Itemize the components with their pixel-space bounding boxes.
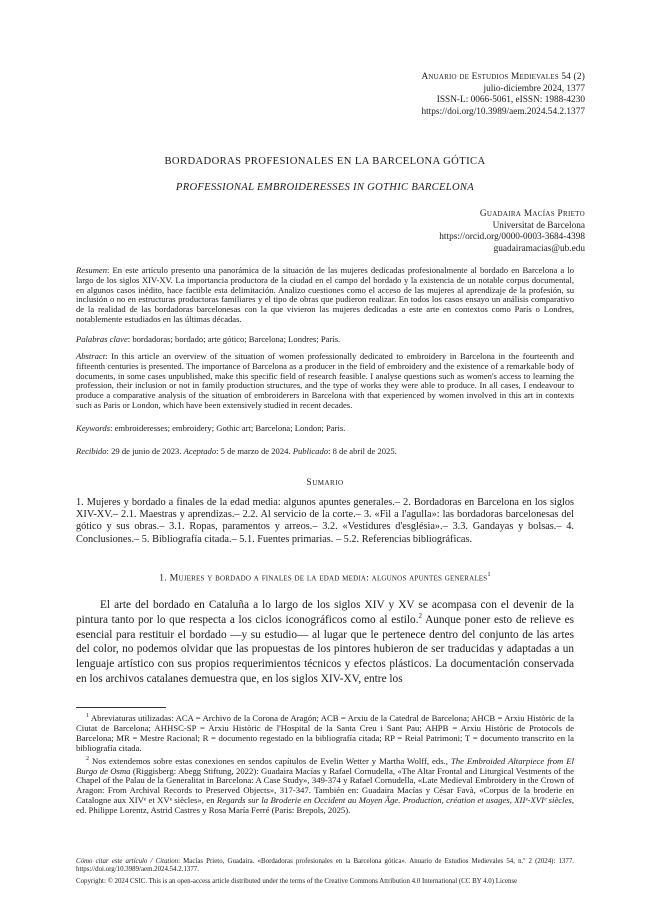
section-1-title: 1. Mujeres y bordado a finales de la edad media: algunos apuntes generales xyxy=(159,572,488,584)
footnote-1-text: Abreviaturas utilizadas: ACA = Archivo de la Corona de Aragón; ACB = Arxiu de la Catedral de Barcelona; AHCB = Arxiu Històric de la Ciutat de Barcelona; AHHSC-SP = Arxiu Històric de l'Hospital de la Santa Creu i Sant Pau; AHPB = Arxiu Històric de Protocols de Barcelona; MR = Mestre Racional; R = documento regestado en la bibliografía citada; RP = Reial Patrimoni; T = documento transcrito en la bibliografía citada. xyxy=(76,713,574,753)
abstract-paragraph xyxy=(76,352,574,411)
body-paragraph xyxy=(76,598,574,687)
footnote-ref-1[interactable]: 1 xyxy=(487,571,491,578)
body-text-b: Aunque poner esto de relieve es esencial para restituir el bordado —y su estudio— al lugar que le pertenece dentro del conjunto de las artes del color, no podemos olvidar que las propuestas de los pintores hubieron de ser traducidas y adaptadas a un lenguaje artístico con sus propios requerimientos técnicos y efectos plásticos. La documentación conservada en los archivos catalanes demuestra que, en los siglos XIV-XV, entre los xyxy=(76,613,574,685)
footnote-2-text-a: Nos extendemos sobre estas conexiones en sendos capítulos de Evelin Wetter y Martha Wolff, eds., xyxy=(89,755,451,766)
footnote-ref-2[interactable]: 2 xyxy=(418,612,423,621)
abstract-text: : In this article an overview of the situation of women professionally dedicated to embroidery in Barcelona in the fourteenth and fifteenth centuries is presented. The importance of Barcelona as a producer in the field of embroidery and the existence of a remarkable body of documents, in some cases unpublished, make this specific field of research feasible. I analyse questions such as women's access to learning the profession, their inclusion or not in family production structures, and the type of works they were able to produce. In all cases, I endeavour to produce a comparative analysis of the situation of embroiderers in Barcelona with that experienced by women involved in this art in contexts such as Paris or London, which have been extensively studied in recent decades. xyxy=(76,351,574,410)
citation-label: Cómo citar este artículo / Citation xyxy=(76,858,179,865)
author-orcid-link[interactable]: https://orcid.org/0000-0003-3684-4398 xyxy=(439,232,585,242)
author-email-link[interactable]: guadairamacias@ub.edu xyxy=(493,243,585,254)
author-affiliation: Universitat de Barcelona xyxy=(492,220,585,231)
resumen-label: Resumen xyxy=(76,265,108,275)
palabras-clave-text: : bordadoras; bordado; arte gótico; Barcelona; Londres; París. xyxy=(127,334,341,344)
footnote-2-number: 2 xyxy=(86,755,89,762)
footnote-1-number: 1 xyxy=(86,713,89,720)
footnote-2 xyxy=(76,757,574,816)
journal-issn: ISSN-L: 0066-5061, eISSN: 1988-4230 xyxy=(436,95,585,105)
keywords-paragraph xyxy=(76,424,574,434)
article-subtitle: PROFESSIONAL EMBROIDERESSES IN GOTHIC BARCELONA xyxy=(175,182,475,193)
abstract-label: Abstract xyxy=(76,351,106,361)
footnote-rule xyxy=(76,707,166,708)
citation-text: : Macías Prieto, Guadaira. «Bordadoras profesionales en la Barcelona gótica». Anuario de Estudios Medievales 54, n.º 2 (2024): 1377. https://doi.org/10.3989/aem.2024.54.2.1377. xyxy=(76,858,574,874)
recibido-date: : 29 de junio de 2023. xyxy=(106,446,184,456)
resumen-paragraph xyxy=(76,266,574,325)
journal-header xyxy=(285,72,585,118)
aceptado-label: Aceptado xyxy=(183,446,217,456)
footnote-2-text-c: , ed. Philippe Lorentz, Astrid Castres y Rosa María Ferré (Paris: Brepols, 2025). xyxy=(76,795,574,816)
journal-doi-link[interactable]: https://doi.org/10.3989/aem.2024.54.2.1377 xyxy=(421,106,585,117)
aceptado-date: : 5 de marzo de 2024. xyxy=(216,446,293,456)
sumario-heading: Sumario xyxy=(306,478,344,488)
palabras-clave-label: Palabras clave xyxy=(76,334,128,344)
citation-line xyxy=(76,858,574,875)
footnote-1 xyxy=(76,714,574,754)
resumen-text: : En este artículo presento una panorámica de la situación de las mujeres dedicadas profesionalmente al bordado en Barcelona a lo largo de los siglos XIV-XV. La importancia productora de la ciudad en el campo del bordado y la existencia de un notable corpus documental, en algunos casos inédito, hace factible esta delimitación. Analizo cuestiones como el acceso de las mujeres al aprendizaje de la profesión, su inclusión o no en estructuras productoras familiares y el tipo de obras que pudieron realizar. En todos los casos ensayo un análisis comparativo de la realidad de las bordadoras barcelonesas con la que vivieron las mujeres dedicadas a este arte en contextos como París o Londres, notablemente estudiados en las últimas décadas. xyxy=(76,265,574,324)
copyright-line: Copyright: © 2024 CSIC. This is an open-access article distributed under the terms of the Creative Commons Attribution 4.0 International (CC BY 4.0) License xyxy=(76,878,518,885)
journal-name: Anuario de Estudios Medievales 54 (2) xyxy=(421,72,585,82)
footnote-2-text-b: (Riggisberg: Abegg Stiftung, 2022): Guadaira Macías y Rafael Cornudella, «The Altar Frontal and Liturgical Vestments of the Chapel of the Palau de la Generalitat in Barcelona: A Case Study», 349-374 y Rafael Cornudella, «Late Medieval Embroidery in the Crown of Aragon: From Archival Records to Preserved Objects», 317-347. También en: Guadaira Macías y César Favà, «Corpus de la broderie en Catalogne aux XIVᵉ et XVᵉ siècles», en xyxy=(76,765,574,806)
author-block xyxy=(285,209,585,255)
recibido-label: Recibido xyxy=(76,446,107,456)
footnotes xyxy=(76,714,574,819)
sumario-text: 1. Mujeres y bordado a finales de la edad media: algunos apuntes generales.– 2. Bordadoras en Barcelona en los siglos XIV-XV.– 2.1. Maestras y aprendizas.– 2.2. Al servicio de la corte.– 3. «Fil a l'agulla»: las bordadoras barcelonesas del gótico y sus obras.– 3.1. Ropas, paramentos y arreos.– 3.2. «Vestidures d'església».– 3.3. Gandayas y bolsas.– 4. Conclusiones.– 5. Bibliografía citada.– 5.1. Fuentes primarias. – 5.2. Referencias bibliográficas. xyxy=(76,497,574,545)
journal-issue: julio-diciembre 2024, 1377 xyxy=(483,83,585,94)
article-title: BORDADORAS PROFESIONALES EN LA BARCELONA GÓTICA xyxy=(164,156,486,167)
section-1-heading xyxy=(76,571,574,583)
body-text-a: El arte del bordado en Cataluña a lo largo de los siglos XIV y XV se acompasa con el devenir de la pintura tanto por lo que respecta a los ciclos iconográficos como al estilo. xyxy=(76,599,574,626)
keywords-text: : embroideresses; embroidery; Gothic art; Barcelona; London; Paris. xyxy=(110,423,346,433)
publicado-label: Publicado xyxy=(292,446,329,456)
publicado-date: : 8 de abril de 2025. xyxy=(328,446,397,456)
dates-paragraph xyxy=(76,447,574,457)
keywords-label: Keywords xyxy=(76,423,111,433)
author-name: Guadaira Macías Prieto xyxy=(479,209,585,219)
palabras-clave-paragraph xyxy=(76,335,574,345)
footnote-2-book-title: The Embroided Altarpiece from El Burgo de Osma xyxy=(76,755,575,776)
footnote-2-book-title-2: Regards sur la Broderie en Occident au Moyen Âge. Production, création et usages, XIIᵉ-XVIᵉ siècles xyxy=(216,795,572,806)
